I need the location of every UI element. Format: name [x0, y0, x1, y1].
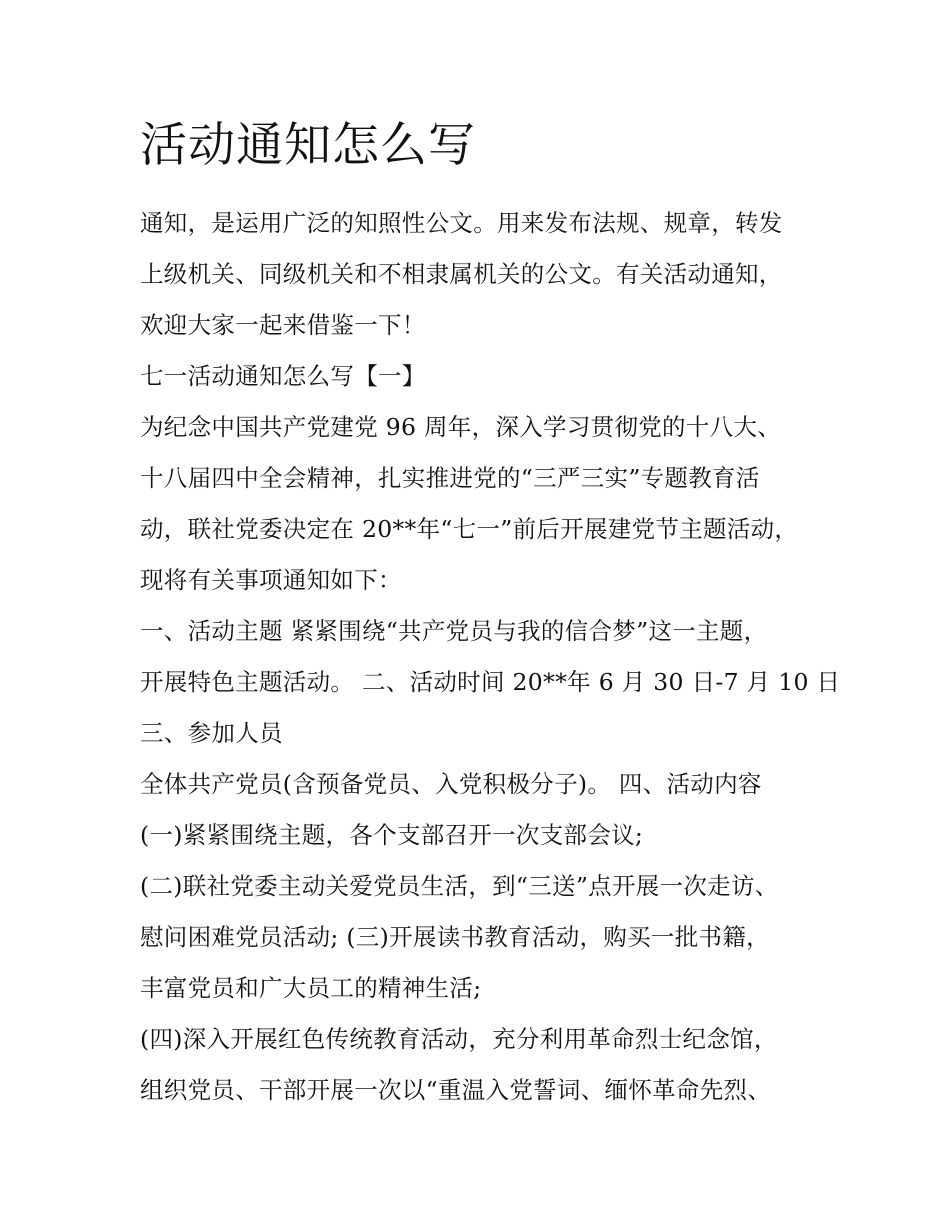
- body-line: 慰问困难党员活动; (三)开展读书教育活动，购买一批书籍，: [140, 923, 770, 951]
- body-line: 十八届四中全会精神，扎实推进党的“三严三实”专题教育活: [140, 464, 760, 492]
- body-line: 欢迎大家一起来借鉴一下！: [140, 311, 426, 339]
- body-line: 通知，是运用广泛的知照性公文。用来发布法规、规章，转发: [140, 209, 783, 237]
- document-title: 活动通知怎么写: [140, 118, 476, 173]
- body-line: (四)深入开展红色传统教育活动，充分利用革命烈士纪念馆，: [140, 1025, 778, 1053]
- body-line: 开展特色主题活动。 二、活动时间 20**年 6 月 30 日-7 月 10 日: [140, 668, 841, 696]
- body-line: 组织党员、干部开展一次以“重温入党誓词、缅怀革命先烈、: [140, 1076, 772, 1104]
- body-line: (二)联社党委主动关爱党员生活，到“三送”点开展一次走访、: [140, 872, 779, 900]
- body-line: 为纪念中国共产党建党 96 周年，深入学习贯彻党的十八大、: [140, 413, 782, 441]
- body-line: 全体共产党员(含预备党员、入党积极分子)。 四、活动内容: [140, 770, 762, 798]
- body-line: 三、参加人员: [140, 719, 283, 747]
- document-body: [140, 198, 841, 1116]
- body-line: 一、活动主题 紧紧围绕“共产党员与我的信合梦”这一主题，: [140, 617, 768, 645]
- body-line: 现将有关事项通知如下：: [140, 566, 402, 594]
- body-line: 上级机关、同级机关和不相隶属机关的公文。有关活动通知，: [140, 260, 783, 288]
- body-line: 动，联社党委决定在 20**年“七一”前后开展建党节主题活动，: [140, 515, 799, 543]
- body-line: (一)紧紧围绕主题，各个支部召开一次支部会议;: [140, 821, 644, 849]
- body-line: 丰富党员和广大员工的精神生活;: [140, 974, 482, 1002]
- section-heading: 七一活动通知怎么写【一】: [140, 362, 426, 390]
